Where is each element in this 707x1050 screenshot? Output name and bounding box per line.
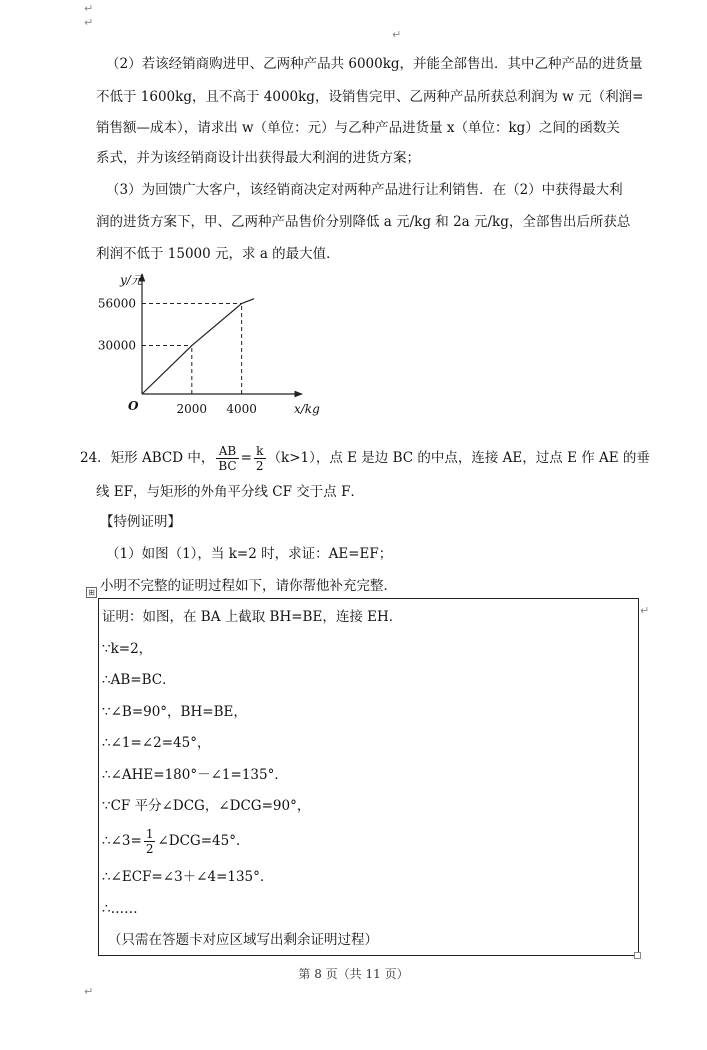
paragraph-mark: ↵ [84,985,94,998]
k-denominator: 2 [255,459,264,473]
q24-part1: （1）如图（1），当 k=2 时，求证：AE=EF； [106,546,393,562]
q24-stem-b: （k>1），点 E 是边 BC 的中点，连接 AE，过点 E 作 AE 的垂 [267,450,650,466]
q23-part2-line2: 不低于 1600kg，且不高于 4000kg，设销售完甲、乙两种产品所获总利润为 w 元（利润= [96,89,644,105]
profit-line [142,299,254,394]
proof-line-11: （只需在答题卡对应区域写出剩余证明过程） [108,932,378,948]
proof-line-8-end: ∠DCG=45°． [157,833,250,849]
y-axis-label: y/元 [120,273,143,287]
proof-line-1: 证明：如图，在 BA 上截取 BH=BE，连接 EH． [102,609,403,625]
q23-part2-line1: （2）若该经销商购进甲、乙两种产品共 6000kg，并能全部售出．其中乙种产品的进货量 [106,56,643,72]
proof-line-8-start: ∴∠3= [102,833,142,849]
k-numerator: k [254,444,266,459]
function-graph [90,268,320,418]
proof-line-10: ∴…… [102,901,138,917]
table-resize-handle[interactable] [634,952,641,959]
q23-part3-line1: （3）为回馈广大客户，该经销商决定对两种产品进行让利销售．在（2）中获得最大利 [106,182,623,198]
q23-part2-line3: 销售额—成本），请求出 w（单位：元）与乙种产品进货量 x（单位：kg）之间的函数关 [96,120,620,136]
x-axis-label: x/kg [294,402,320,416]
table-move-handle-icon[interactable]: ⊞ [86,587,97,598]
q23-part3-line3: 利润不低于 15000 元，求 a 的最大值． [96,246,340,262]
q24-number: 24． [80,450,111,466]
proof-line-4: ∵∠B=90°，BH=BE， [102,704,247,720]
proof-line-3: ∴AB=BC． [102,672,176,688]
k-fraction [254,444,266,473]
page-footer: 第 8 页（共 11 页） [298,967,409,981]
x-tick-label: 2000 [176,402,208,416]
paragraph-mark: ↵ [640,604,650,617]
ratio-denominator: BC [218,459,237,473]
y-tick-label: 30000 [97,338,136,353]
ratio-fraction [216,444,238,473]
paragraph-mark: ↵ [392,28,402,41]
q23-part2-line4: 系式，并为该经销商设计出获得最大利润的进货方案； [96,150,420,166]
y-tick-label: 56000 [97,296,136,311]
q24-stem-line2: 线 EF，与矩形的外角平分线 CF 交于点 F． [96,484,364,500]
half-fraction [144,827,156,856]
q23-part3-line2: 润的进货方案下，甲、乙两种产品售价分别降低 a 元/kg 和 2a 元/kg，全部售出后所获总 [96,214,631,230]
q24-prompt: 小明不完整的证明过程如下，请你帮他补充完整． [100,578,397,594]
proof-line-9: ∴∠ECF=∠3＋∠4=135°． [102,869,274,885]
half-denominator: 2 [145,842,154,856]
proof-line-7: ∵CF 平分∠DCG，∠DCG=90°， [102,798,311,814]
half-numerator: 1 [145,827,154,841]
origin-label: O [128,399,139,413]
x-tick-label: 4000 [226,402,257,416]
proof-line-2: ∵k=2， [102,641,153,657]
equals-sign: = [240,450,252,466]
paragraph-mark: ↵ [84,2,94,15]
ratio-numerator: AB [216,444,238,459]
paragraph-mark: ↵ [84,16,94,29]
special-proof-title: 【特例证明】 [100,514,181,530]
q24-stem-line1 [80,444,650,473]
proof-line-8 [102,827,249,856]
q24-stem-a: 矩形 ABCD 中， [110,450,215,466]
proof-line-6: ∴∠AHE=180°－∠1=135°． [102,767,288,783]
proof-line-5: ∴∠1=∠2=45°， [102,735,211,751]
